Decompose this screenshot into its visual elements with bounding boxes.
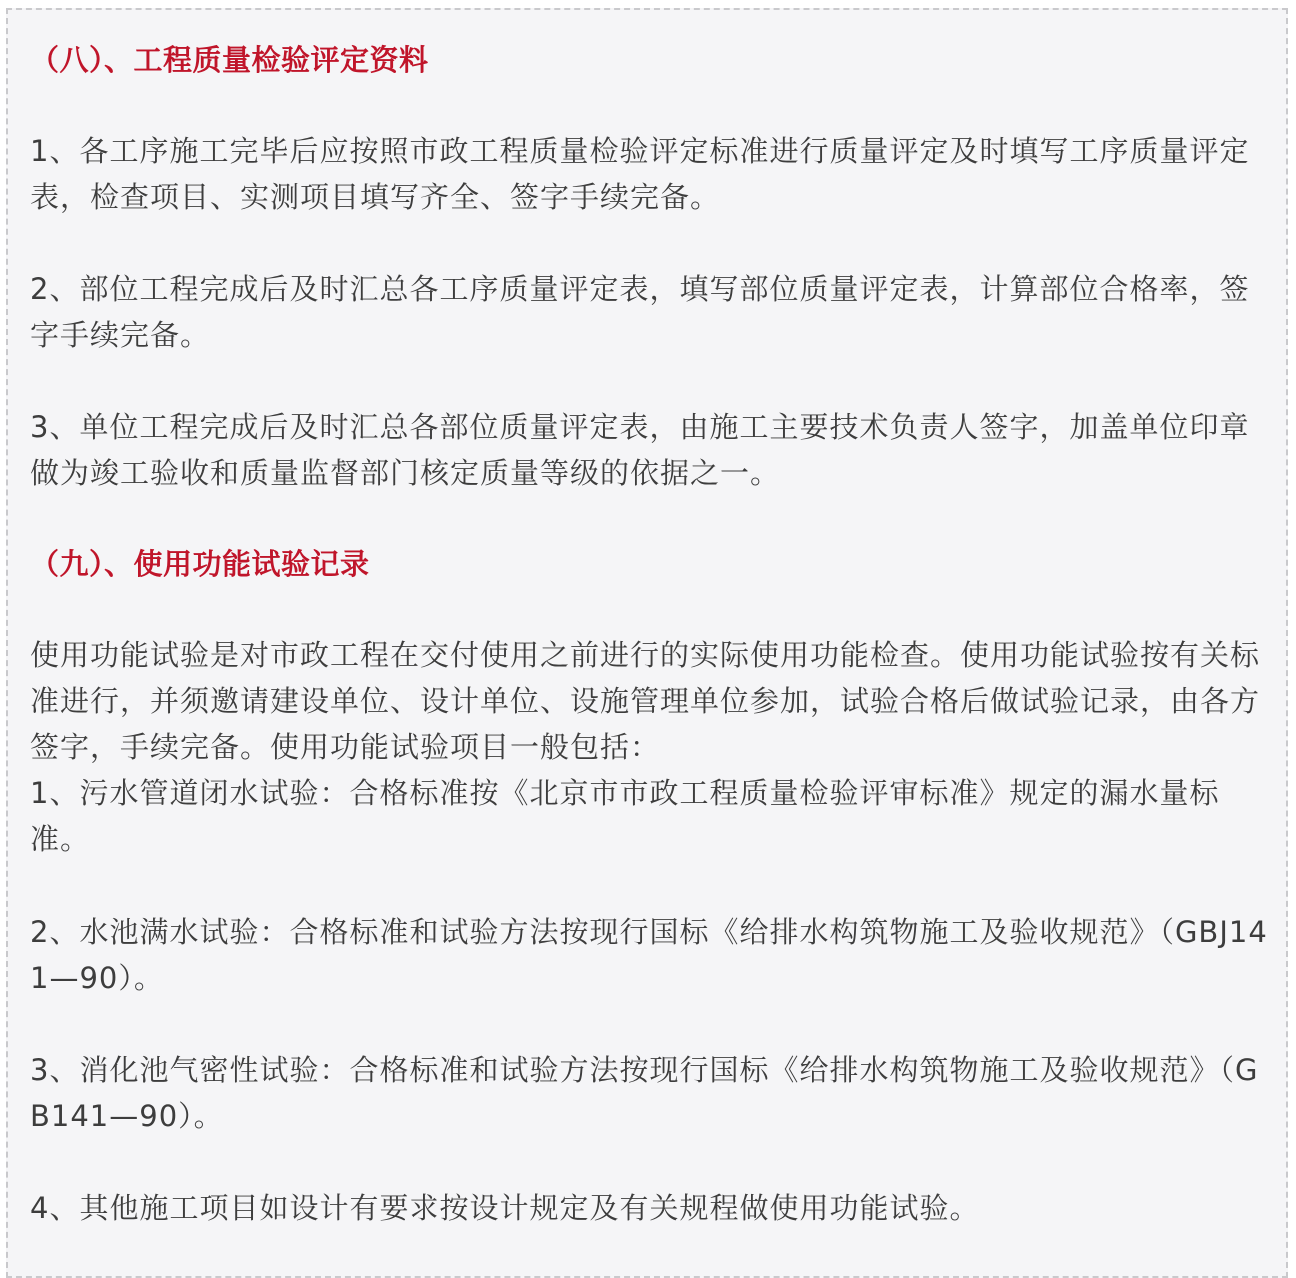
section-9-item-3: 3、消化池气密性试验：合格标准和试验方法按现行国标《给排水构筑物施工及验收规范》（GB141—90）。 xyxy=(30,1053,1259,1133)
article-frame xyxy=(6,8,1288,1278)
section-9-intro: 使用功能试验是对市政工程在交付使用之前进行的实际使用功能检查。使用功能试验按有关标准进行，并须邀请建设单位、设计单位、设施管理单位参加，试验合格后做试验记录，由各方签字，手续完备。使用功能试验项目一般包括： xyxy=(30,638,1261,764)
section-8-item-2: 2、部位工程完成后及时汇总各工序质量评定表，填写部位质量评定表，计算部位合格率，签字手续完备。 xyxy=(30,272,1250,352)
section-8-item-3: 3、单位工程完成后及时汇总各部位质量评定表，由施工主要技术负责人签字，加盖单位印章做为竣工验收和质量监督部门核定质量等级的依据之一。 xyxy=(30,410,1250,490)
section-9-heading: （九）、使用功能试验记录 xyxy=(30,547,370,581)
section-8-item-1: 1、各工序施工完毕后应按照市政工程质量检验评定标准进行质量评定及时填写工序质量评定表，检查项目、实测项目填写齐全、签字手续完备。 xyxy=(30,134,1250,214)
section-9-item-2: 2、水池满水试验：合格标准和试验方法按现行国标《给排水构筑物施工及验收规范》（GBJ141—90）。 xyxy=(30,915,1268,995)
article-content xyxy=(30,38,1270,1231)
section-9-item-4: 4、其他施工项目如设计有要求按设计规定及有关规程做使用功能试验。 xyxy=(30,1191,980,1225)
section-8-heading: （八）、工程质量检验评定资料 xyxy=(30,43,429,77)
section-9-item-1: 1、污水管道闭水试验：合格标准按《北京市市政工程质量检验评审标准》规定的漏水量标准。 xyxy=(30,776,1220,856)
